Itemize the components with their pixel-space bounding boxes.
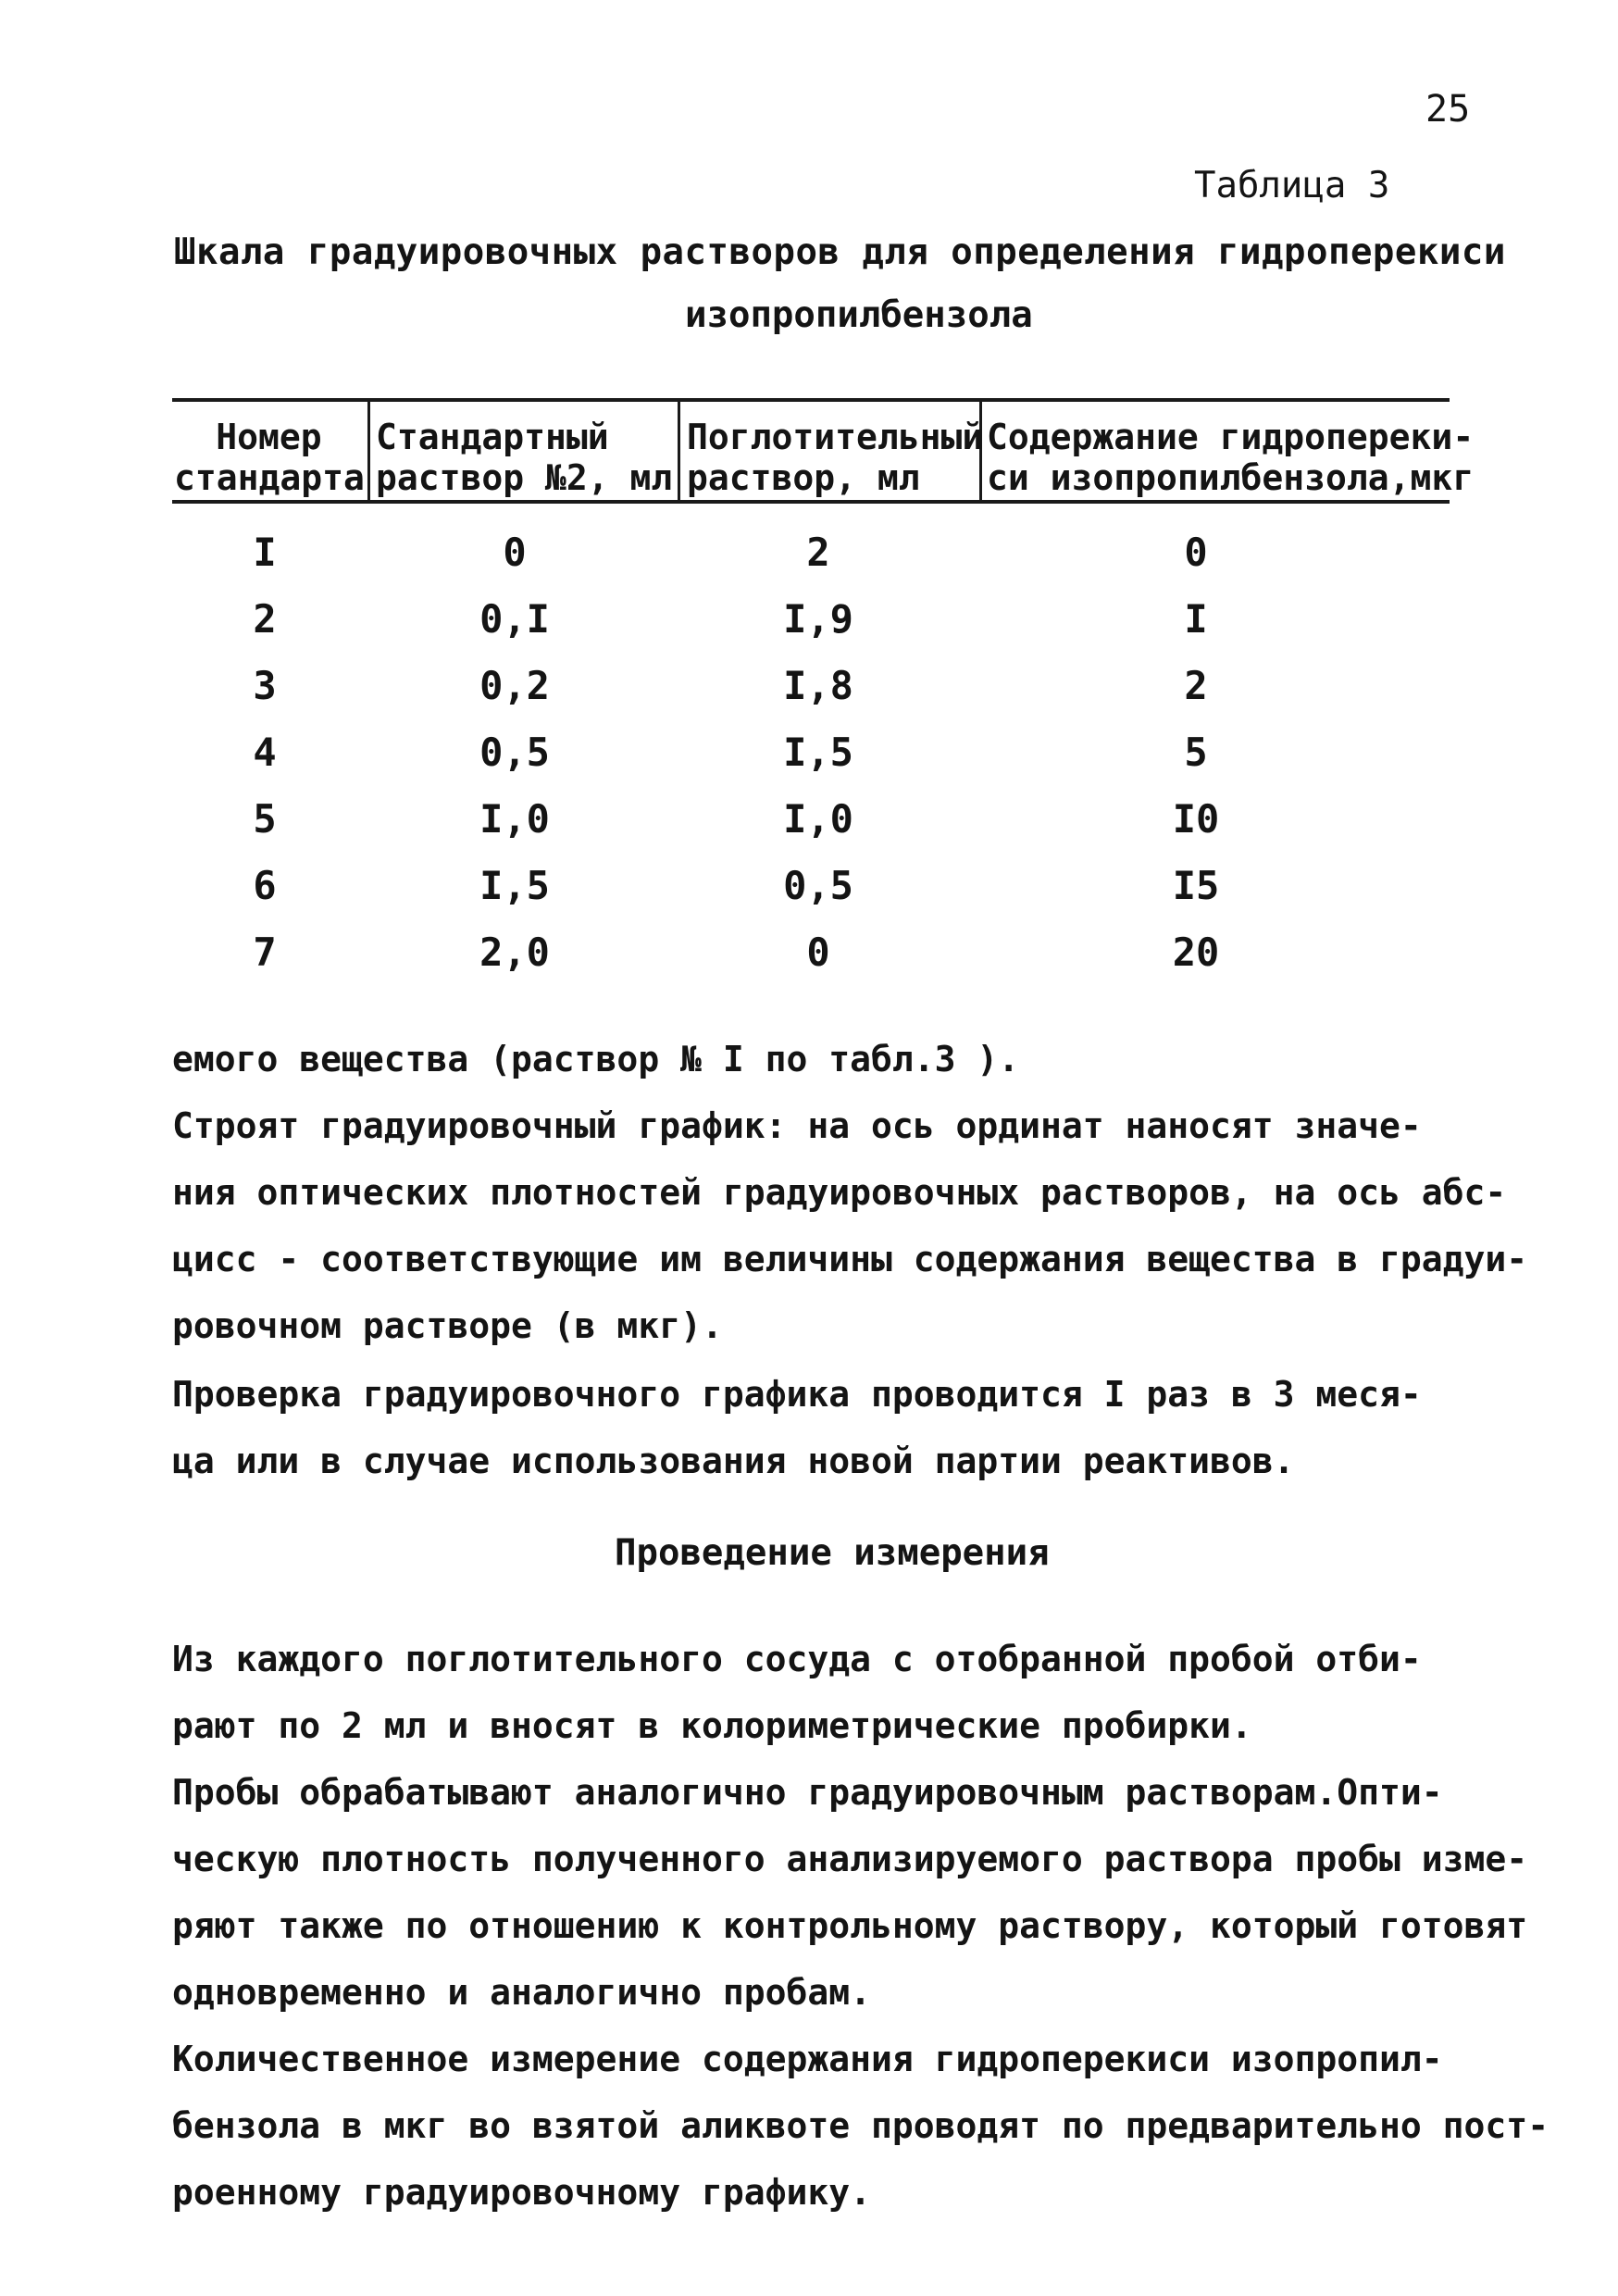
- body-paragraph: Количественное измерение содержания гидроперекиси изопропил- бензола в мкг во взятой аликвоте проводят по предварительно пост- роенному градуировочному графику.: [172, 2039, 1550, 2213]
- table-row: [0, 796, 1618, 852]
- body-paragraph: Проверка градуировочного графика проводится I раз в 3 меся- ца или в случае использования новой партии реактивов.: [172, 1374, 1422, 1481]
- cell-standard-number: 3: [253, 663, 277, 708]
- cell-absorbing-solution: I,8: [783, 663, 853, 708]
- cell-standard-number: 4: [253, 730, 277, 775]
- page-number: 25: [1425, 88, 1471, 131]
- cell-standard-solution: 0,5: [479, 730, 550, 775]
- table-row: [0, 930, 1618, 985]
- table-row: [0, 663, 1618, 718]
- cell-standard-number: 6: [253, 863, 277, 908]
- table-row: [0, 530, 1618, 585]
- cell-standard-solution: I,0: [479, 796, 550, 842]
- section-heading: Проведение измерения: [615, 1532, 1050, 1574]
- table-row: [0, 863, 1618, 918]
- column-header-content: Содержание гидропереки- си изопропилбензола,мкг: [987, 417, 1475, 498]
- body-paragraph: Строят градуировочный график: на ось ординат наносят значе- ния оптических плотностей градуировочных растворов, на ось абс- цисс - соответствующие им величины содержания вещества в градуи- ровочном растворе (в мкг).: [172, 1105, 1528, 1346]
- cell-standard-solution: 0: [503, 530, 527, 575]
- cell-content: 2: [1184, 663, 1208, 708]
- cell-standard-number: 7: [253, 930, 277, 975]
- table-title-line-2: изопропилбензола: [685, 294, 1033, 336]
- cell-standard-number: 2: [253, 596, 277, 642]
- cell-content: 20: [1172, 930, 1220, 975]
- column-header-standard-solution: Стандартный раствор №2, мл: [376, 417, 673, 498]
- body-paragraph: Пробы обрабатывают аналогично градуировочным растворам.Опти- ческую плотность полученного анализируемого раствора пробы изме- ряют также по отношению к контрольному раствору, который готовят одновременно и аналогично пробам.: [172, 1772, 1528, 2013]
- table-row: [0, 730, 1618, 785]
- cell-absorbing-solution: 0,5: [783, 863, 853, 908]
- cell-absorbing-solution: I,9: [783, 596, 853, 642]
- body-paragraph: Из каждого поглотительного сосуда с отобранной пробой отби- рают по 2 мл и вносят в колориметрические пробирки.: [172, 1639, 1422, 1746]
- cell-content: I0: [1172, 796, 1220, 842]
- body-paragraph: емого вещества (раствор № I по табл.3 ).: [172, 1039, 1020, 1079]
- cell-absorbing-solution: I,5: [783, 730, 853, 775]
- table-row: [0, 596, 1618, 652]
- cell-absorbing-solution: I,0: [783, 796, 853, 842]
- cell-standard-solution: 0,2: [479, 663, 550, 708]
- column-header-standard-number: Номер стандарта: [174, 417, 365, 498]
- table-title-line-1: Шкала градуировочных растворов для определения гидроперекиси: [174, 231, 1506, 273]
- cell-content: 0: [1184, 530, 1208, 575]
- header-divider: [678, 400, 680, 502]
- cell-standard-number: I: [253, 530, 277, 575]
- cell-absorbing-solution: 2: [806, 530, 830, 575]
- cell-content: I: [1184, 596, 1208, 642]
- cell-standard-solution: 0,I: [479, 596, 550, 642]
- cell-content: I5: [1172, 863, 1220, 908]
- cell-standard-solution: I,5: [479, 863, 550, 908]
- table-label: Таблица 3: [1194, 165, 1390, 206]
- table-top-rule: [172, 398, 1450, 402]
- cell-absorbing-solution: 0: [806, 930, 830, 975]
- header-divider: [367, 400, 370, 502]
- column-header-absorbing-solution: Поглотительный раствор, мл: [687, 417, 984, 498]
- table-header-rule: [172, 500, 1450, 504]
- cell-standard-solution: 2,0: [479, 930, 550, 975]
- cell-content: 5: [1184, 730, 1208, 775]
- cell-standard-number: 5: [253, 796, 277, 842]
